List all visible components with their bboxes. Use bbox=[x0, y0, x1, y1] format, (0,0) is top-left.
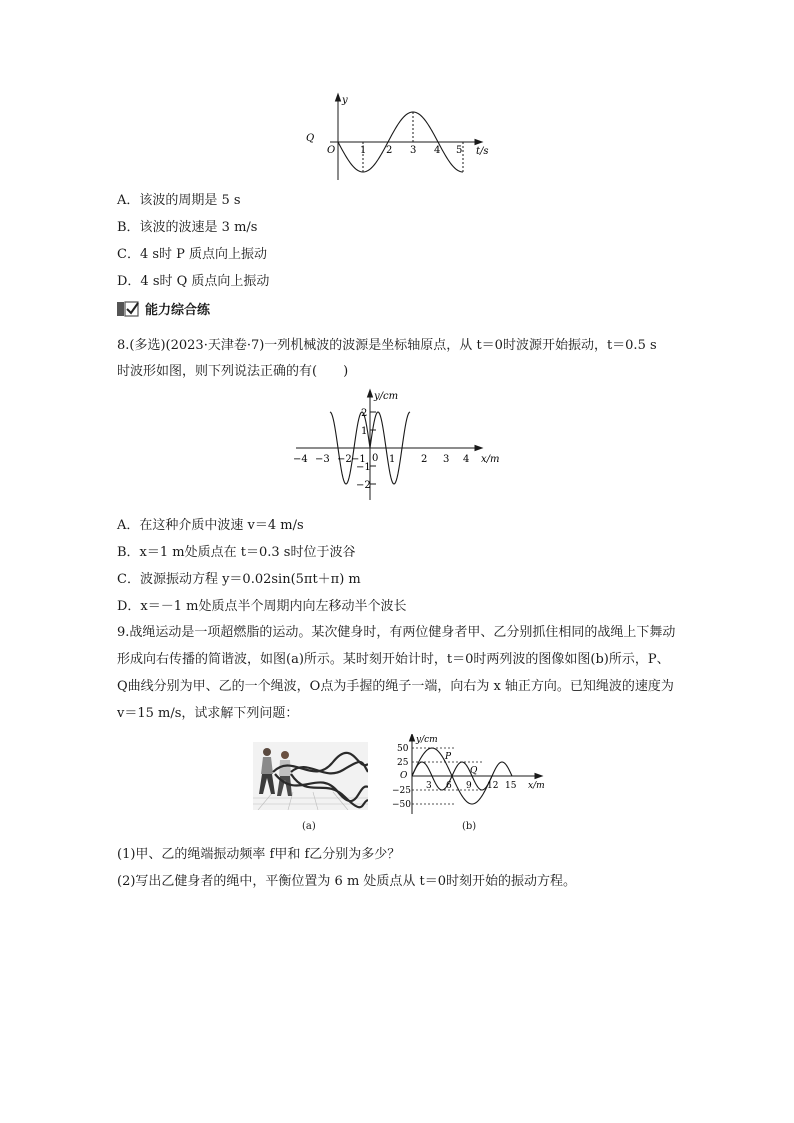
x-tick-3: 3 bbox=[426, 781, 432, 791]
origin-label: O bbox=[327, 145, 336, 156]
x-axis-arrow bbox=[535, 774, 542, 779]
tick-5: 5 bbox=[456, 145, 463, 156]
q8-stem-line2: 时波形如图，则下列说法正确的有( ) bbox=[117, 364, 349, 379]
caption-b: (b) bbox=[462, 821, 477, 832]
t-label: t/s bbox=[476, 146, 489, 157]
y-tick-label-m2: −2 bbox=[356, 480, 371, 491]
x-tick-15: 15 bbox=[505, 781, 517, 791]
x-tick-3: 3 bbox=[443, 454, 450, 465]
y-tick-label-2: 2 bbox=[361, 408, 368, 419]
x-tick-m1: −1 bbox=[351, 454, 366, 465]
x-tick-m2: −2 bbox=[337, 454, 352, 465]
y-tick-25: 25 bbox=[397, 758, 409, 768]
q8-wave-graph bbox=[288, 388, 508, 508]
caption-a: (a) bbox=[302, 821, 316, 832]
y-tick-label-m1: −1 bbox=[356, 462, 371, 473]
y-axis-arrow bbox=[368, 390, 373, 397]
q9-stem: 9.战绳运动是一项超燃脂的运动。某次健身时，有两位健身者甲、乙分别抓住相同的战绳上下舞动形成向右传播的简谐波，如图(a)所示。某时刻开始计时，t＝0时两列波的图像如图(b)所示，P、Q曲线分别为甲、乙的一个绳波，O点为手握的绳子一端，向右为 x 轴正方向。已知绳波的速度为 v＝15 m/s，试求解下列问题： bbox=[117, 625, 676, 721]
x-label: x/m bbox=[528, 781, 545, 791]
x-label: x/m bbox=[481, 454, 500, 465]
q-label: Q bbox=[470, 766, 478, 776]
section-title: 能力综合练 bbox=[145, 303, 211, 318]
y-label: y/cm bbox=[416, 735, 438, 745]
q7-option-c: C．4 s时 P 质点向上振动 bbox=[117, 247, 268, 262]
tick-1: 1 bbox=[360, 145, 367, 156]
section-header bbox=[117, 299, 210, 318]
y-tick-m25: −25 bbox=[392, 786, 411, 796]
tick-2: 2 bbox=[386, 145, 393, 156]
q7-vibration-graph bbox=[300, 90, 500, 185]
t-axis-arrow bbox=[475, 140, 482, 145]
y-axis-arrow bbox=[336, 94, 341, 101]
q-label: Q bbox=[306, 133, 315, 144]
x-tick-4: 4 bbox=[463, 454, 470, 465]
checklist-icon bbox=[117, 301, 139, 317]
y-axis-arrow bbox=[410, 734, 415, 741]
origin-label: 0 bbox=[372, 453, 379, 464]
q7-option-a: A．该波的周期是 5 s bbox=[117, 193, 241, 208]
q7-option-d: D．4 s时 Q 质点向上振动 bbox=[117, 274, 270, 289]
q7-option-b: B．该波的波速是 3 m/s bbox=[117, 220, 258, 235]
y-label: y/cm bbox=[374, 391, 399, 402]
x-tick-2: 2 bbox=[421, 454, 428, 465]
origin-label: O bbox=[400, 771, 408, 781]
q8-option-d: D．x＝－1 m处质点半个周期内向左移动半个波长 bbox=[117, 599, 407, 614]
q8-option-c: C．波源振动方程 y＝0.02sin(5πt＋π) m bbox=[117, 572, 361, 587]
y-label: y bbox=[342, 95, 348, 106]
x-axis-arrow bbox=[475, 446, 482, 451]
q8-stem-line1: 8.(多选)(2023·天津卷·7)一列机械波的波源是坐标轴原点，从 t＝0时波源开始振动，t＝0.5 s bbox=[117, 338, 657, 353]
battle-rope-photo bbox=[253, 742, 368, 810]
x-tick-9: 9 bbox=[466, 781, 472, 791]
q9-sub1: (1)甲、乙的绳端振动频率 f甲和 f乙分别为多少？ bbox=[117, 847, 401, 862]
q8-option-a: A．在这种介质中波速 v＝4 m/s bbox=[117, 518, 304, 533]
q8-option-b: B．x＝1 m处质点在 t＝0.3 s时位于波谷 bbox=[117, 545, 356, 560]
q9-wave-graph bbox=[392, 734, 552, 816]
x-tick-m3: −3 bbox=[315, 454, 330, 465]
y-tick-50: 50 bbox=[397, 744, 409, 754]
p-label: P bbox=[445, 752, 452, 762]
x-tick-12: 12 bbox=[487, 781, 499, 791]
y-tick-m50: −50 bbox=[392, 800, 411, 810]
q9-sub2: (2)写出乙健身者的绳中，平衡位置为 6 m 处质点从 t＝0时刻开始的振动方程。 bbox=[117, 874, 577, 889]
x-tick-6: 6 bbox=[446, 781, 452, 791]
x-tick-m4: −4 bbox=[293, 454, 308, 465]
tick-4: 4 bbox=[434, 145, 441, 156]
x-tick-1: 1 bbox=[389, 454, 396, 465]
tick-3: 3 bbox=[410, 145, 417, 156]
y-tick-label-1: 1 bbox=[361, 426, 368, 437]
